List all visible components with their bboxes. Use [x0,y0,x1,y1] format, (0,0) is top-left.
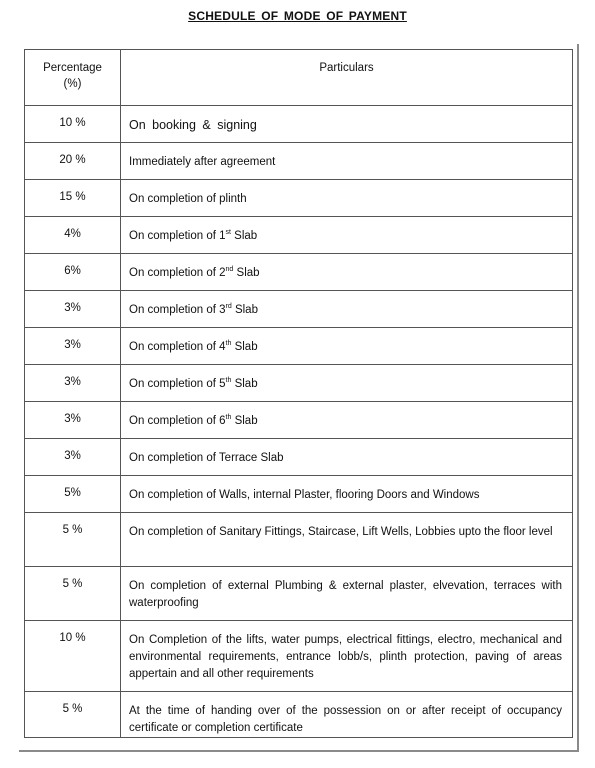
percentage-cell: 5 % [25,567,121,621]
table-row [25,365,573,402]
table-row [25,476,573,513]
particulars-text: On completion of 5 [129,378,226,390]
ordinal-suffix: th [225,377,232,384]
particulars-text-after: Slab [233,267,260,279]
table-row [25,217,573,254]
particulars-text-after: Slab [231,304,258,316]
percentage-cell: 6% [25,254,121,291]
particulars-cell [121,217,573,254]
percentage-header [25,50,121,106]
percentage-cell: 5 % [25,513,121,567]
table-row [25,143,573,180]
table-row [25,439,573,476]
ordinal-suffix: th [225,414,232,421]
percentage-cell: 20 % [25,143,121,180]
particulars-text: On completion of 2 [129,267,226,279]
particulars-text-after: Slab [231,415,258,427]
particulars-cell [121,365,573,402]
particulars-text-after: Slab [231,341,258,353]
percentage-cell: 15 % [25,180,121,217]
particulars-cell: On completion of external Plumbing & external plaster, elvevation, terraces with waterproofing [121,567,573,621]
particulars-cell: On Completion of the lifts, water pumps, electrical fittings, electro, mechanical and environmental requirements, entrance lobb/s, plinth protection, paving of areas appertain and all other requirements [121,621,573,692]
percentage-cell: 3% [25,365,121,402]
table-row [25,328,573,365]
particulars-cell [121,328,573,365]
percentage-cell: 5 % [25,692,121,738]
table-row [25,180,573,217]
particulars-cell: On completion of Sanitary Fittings, Staircase, Lift Wells, Lobbies upto the floor level [121,513,573,567]
particulars-cell [121,291,573,328]
percentage-cell: 3% [25,402,121,439]
percentage-header-unit: (%) [63,78,82,90]
particulars-text: On completion of 3 [129,304,226,316]
particulars-text-after: Slab [230,230,258,242]
percentage-cell: 10 % [25,106,121,143]
percentage-cell: 3% [25,328,121,365]
ordinal-suffix: rd [225,303,232,310]
percentage-cell: 4% [25,217,121,254]
percentage-header-label: Percentage [43,62,102,74]
particulars-cell: At the time of handing over of the possession on or after receipt of occupancy certificate or completion certificate [121,692,573,738]
particulars-cell: On completion of Terrace Slab [121,439,573,476]
payment-schedule-table [24,49,573,738]
percentage-cell: 10 % [25,621,121,692]
document-title: SCHEDULE OF MODE OF PAYMENT [188,9,407,23]
table-row [25,402,573,439]
table-row [25,291,573,328]
particulars-cell [121,402,573,439]
ordinal-suffix: st [225,229,231,236]
particulars-text-after: Slab [231,378,258,390]
particulars-cell: On completion of plinth [121,180,573,217]
ordinal-suffix: nd [225,266,234,273]
table-row [25,621,573,692]
particulars-text: On completion of 6 [129,415,226,427]
particulars-cell: Immediately after agreement [121,143,573,180]
ordinal-suffix: th [225,340,232,347]
table-row [25,106,573,143]
percentage-cell: 3% [25,291,121,328]
particulars-cell [121,254,573,291]
table-row [25,567,573,621]
table-header-row [25,50,573,106]
particulars-cell: On booking & signing [121,106,573,143]
particulars-text: On completion of 4 [129,341,226,353]
particulars-text: On completion of 1 [129,230,226,242]
particulars-header: Particulars [121,50,573,106]
particulars-cell: On completion of Walls, internal Plaster, flooring Doors and Windows [121,476,573,513]
percentage-cell: 5% [25,476,121,513]
percentage-cell: 3% [25,439,121,476]
table-row [25,513,573,567]
table-row [25,692,573,738]
table-row [25,254,573,291]
